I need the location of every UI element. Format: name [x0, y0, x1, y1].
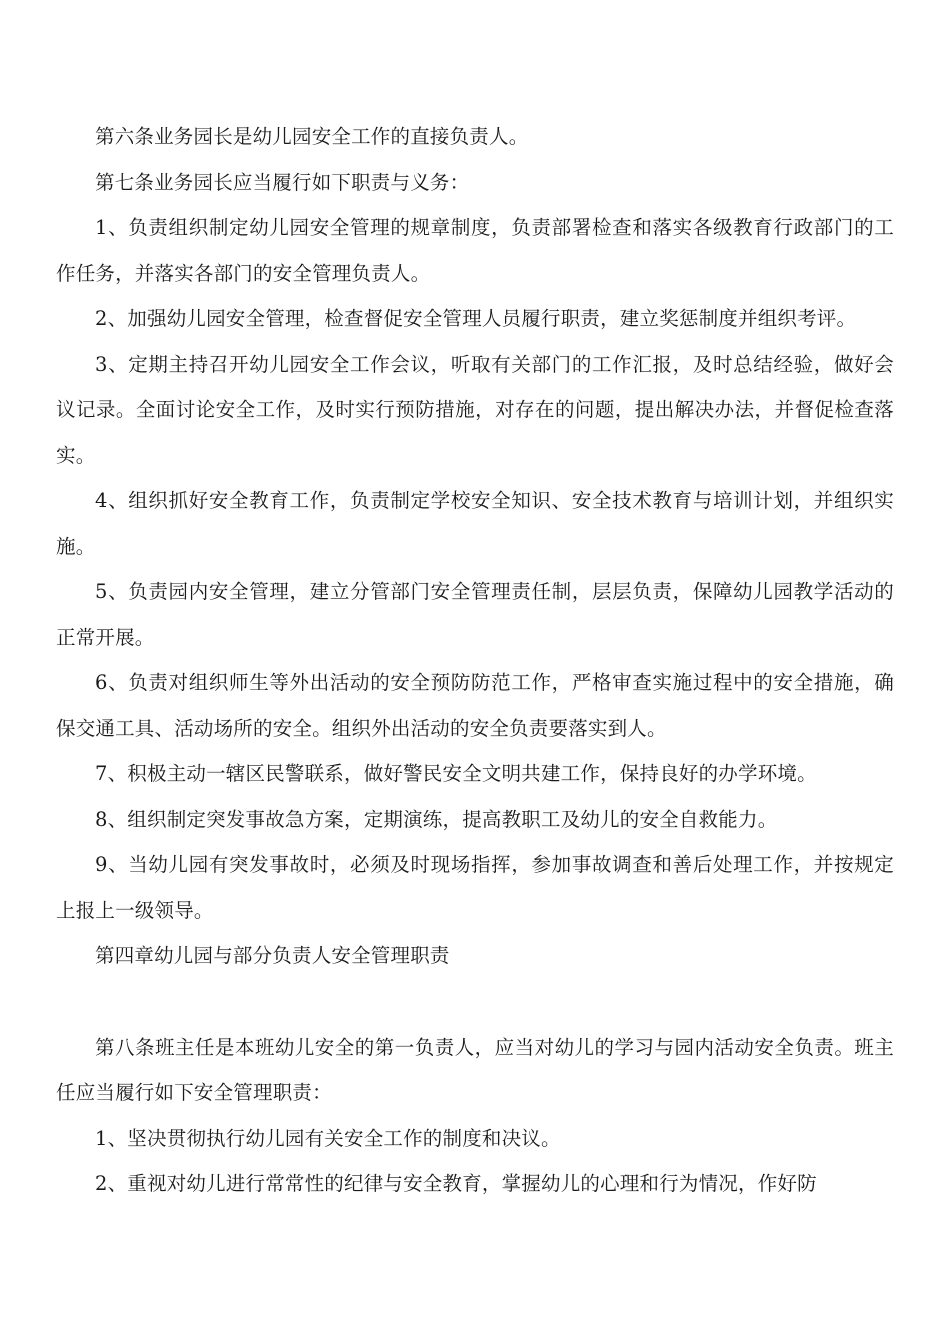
class-teacher-duty-2: 2、重视对幼儿进行常常性的纪律与安全教育，掌握幼儿的心理和行为情况，作好防 — [95, 1172, 817, 1195]
article-8-paragraph: 第八条班主任是本班幼儿安全的第一负责人，应当对幼儿的学习与园内活动安全负责。班主任应当履行如下安全管理职责： — [56, 1035, 894, 1104]
duty-item-4: 4、组织抓好安全教育工作，负责制定学校安全知识、安全技术教育与培训计划，并组织实施。 — [56, 489, 894, 558]
duty-item-5: 5、负责园内安全管理，建立分管部门安全管理责任制，层层负责，保障幼儿园教学活动的正常开展。 — [56, 580, 894, 649]
duty-item-1: 1、负责组织制定幼儿园安全管理的规章制度，负责部署检查和落实各级教育行政部门的工作任务，并落实各部门的安全管理负责人。 — [56, 216, 894, 285]
article-7-paragraph: 第七条业务园长应当履行如下职责与义务： — [95, 170, 470, 194]
article-6-paragraph: 第六条业务园长是幼儿园安全工作的直接负责人。 — [95, 125, 529, 148]
duty-item-2: 2、加强幼儿园安全管理，检查督促安全管理人员履行职责，建立奖惩制度并组织考评。 — [95, 307, 857, 330]
duty-item-6: 6、负责对组织师生等外出活动的安全预防防范工作，严格审查实施过程中的安全措施，确保交通工具、活动场所的安全。组织外出活动的安全负责要落实到人。 — [56, 671, 894, 740]
section-spacer — [56, 979, 894, 1025]
duty-item-3: 3、定期主持召开幼儿园安全工作会议，听取有关部门的工作汇报，及时总结经验，做好会议记录。全面讨论安全工作，及时实行预防措施，对存在的问题，提出解决办法，并督促检查落实。 — [56, 352, 894, 467]
class-teacher-duty-1: 1、坚决贯彻执行幼儿园有关安全工作的制度和决议。 — [95, 1126, 561, 1150]
duty-item-8: 8、组织制定突发事故急方案，定期演练，提高教职工及幼儿的安全自救能力。 — [95, 807, 778, 831]
duty-item-9: 9、当幼儿园有突发事故时，必须及时现场指挥，参加事故调查和善后处理工作，并按规定上报上一级领导。 — [56, 853, 894, 922]
duty-item-7: 7、积极主动一辖区民警联系，做好警民安全文明共建工作，保持良好的办学环境。 — [95, 762, 817, 785]
chapter-4-heading: 第四章幼儿园与部分负责人安全管理职责 — [95, 944, 450, 967]
document-body — [56, 114, 894, 1207]
